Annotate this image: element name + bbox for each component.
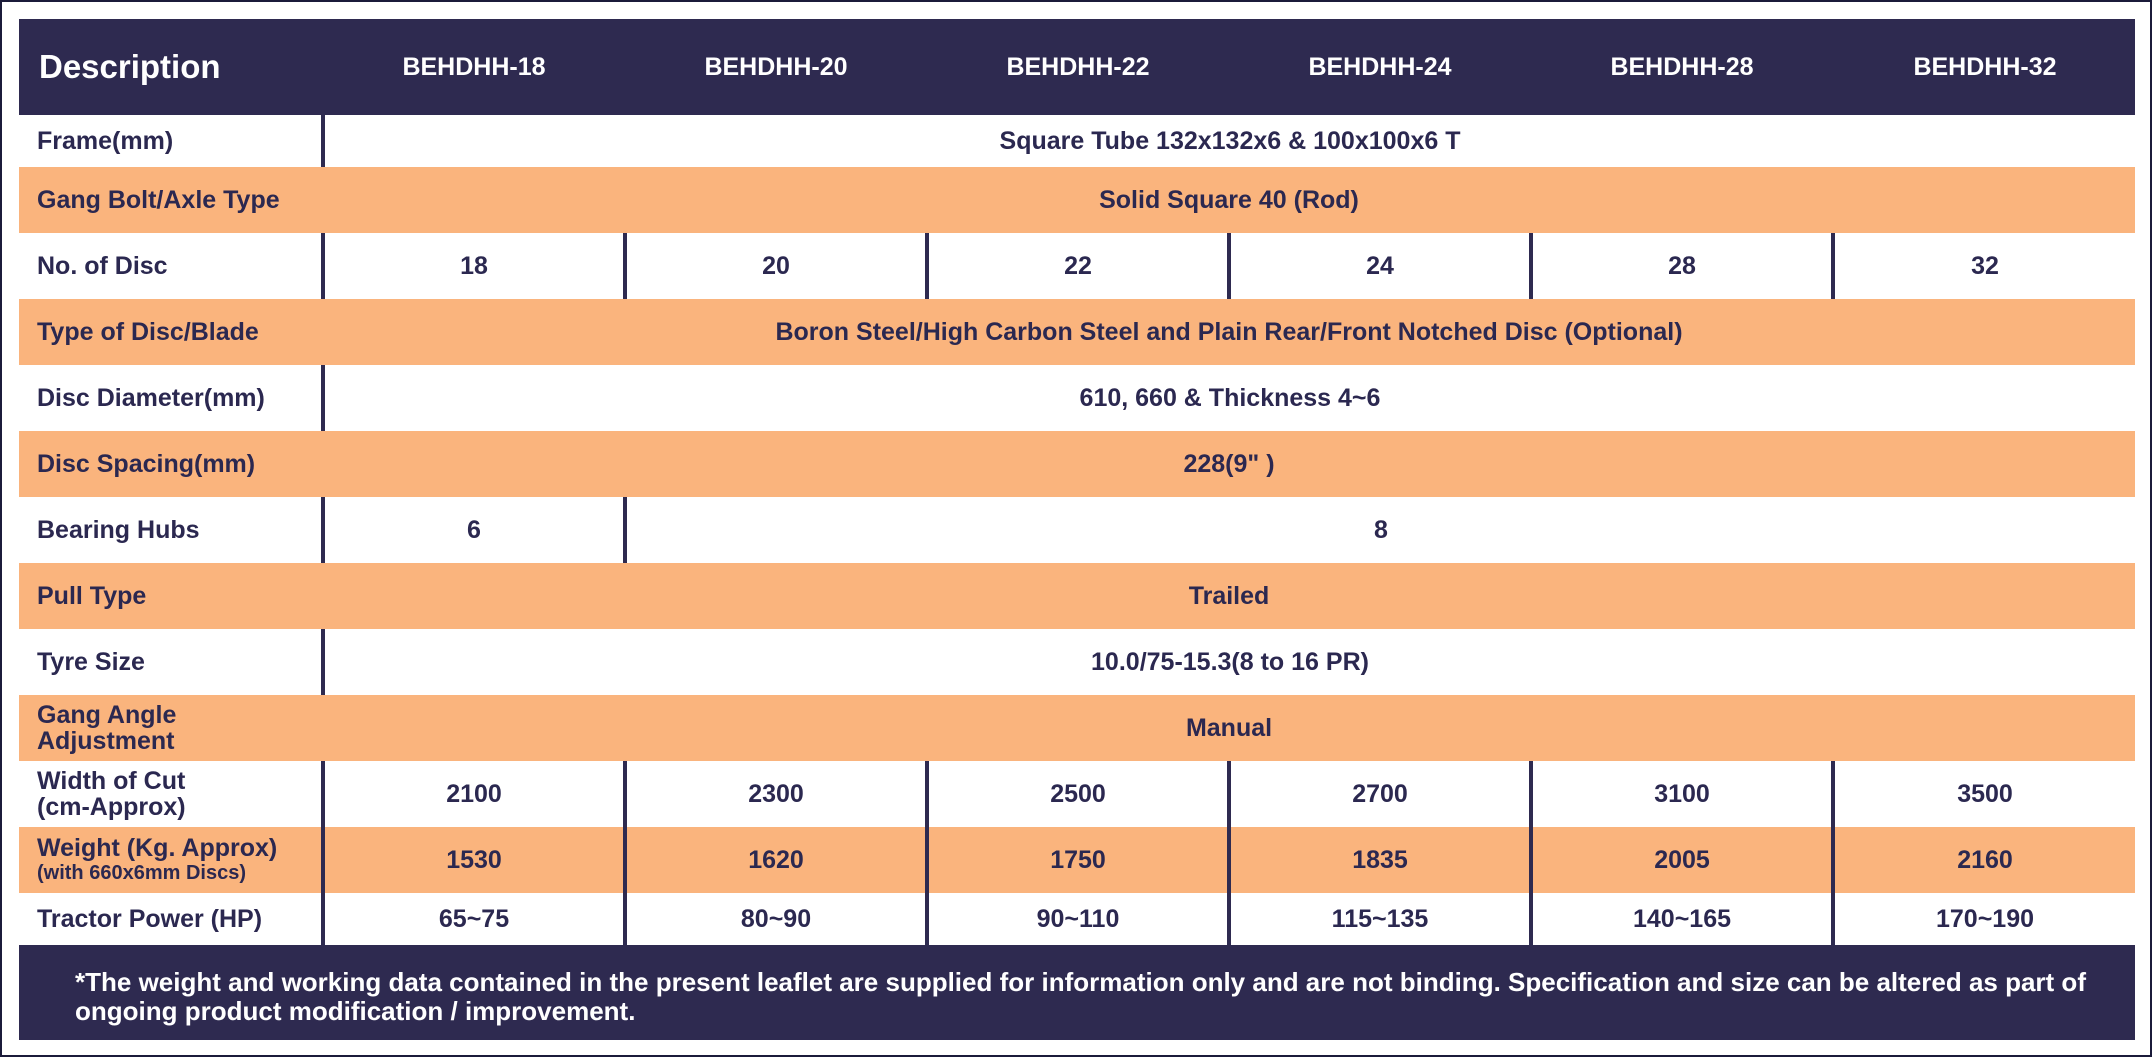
row-label-line: Adjustment — [37, 727, 175, 755]
row-label: Gang Bolt/Axle Type — [19, 167, 323, 233]
row-cell: 2700 — [1229, 761, 1531, 827]
header-model: BEHDHH-28 — [1531, 19, 1833, 115]
row-cell: 1530 — [323, 827, 625, 893]
row-cell: 24 — [1229, 233, 1531, 299]
row-width-of-cut — [19, 761, 2135, 827]
row-disc-type — [19, 299, 2135, 365]
row-gang-bolt — [19, 167, 2135, 233]
row-cell: 1750 — [927, 827, 1229, 893]
row-label — [19, 695, 323, 761]
row-label: Disc Diameter(mm) — [19, 365, 323, 431]
row-value: Boron Steel/High Carbon Steel and Plain Rear/Front Notched Disc (Optional) — [323, 299, 2135, 365]
row-disc-diameter — [19, 365, 2135, 431]
row-cell: 3100 — [1531, 761, 1833, 827]
row-cell: 2500 — [927, 761, 1229, 827]
row-value: 228(9" ) — [323, 431, 2135, 497]
row-label: Disc Spacing(mm) — [19, 431, 323, 497]
row-label-line: Width of Cut — [37, 767, 186, 795]
header-model: BEHDHH-24 — [1229, 19, 1531, 115]
row-cell: 8 — [625, 497, 2135, 563]
row-cell: 6 — [323, 497, 625, 563]
row-pull-type — [19, 563, 2135, 629]
row-cell: 90~110 — [927, 893, 1229, 945]
row-cell: 115~135 — [1229, 893, 1531, 945]
header-row — [19, 19, 2135, 115]
row-value: 610, 660 & Thickness 4~6 — [323, 365, 2135, 431]
row-bearing-hubs — [19, 497, 2135, 563]
row-tractor-power — [19, 893, 2135, 945]
row-label: Bearing Hubs — [19, 497, 323, 563]
header-model: BEHDHH-18 — [323, 19, 625, 115]
row-value: Trailed — [323, 563, 2135, 629]
spec-sheet — [19, 19, 2135, 1040]
header-model: BEHDHH-20 — [625, 19, 927, 115]
row-cell: 2160 — [1833, 827, 2135, 893]
row-cell: 1835 — [1229, 827, 1531, 893]
spec-table — [19, 19, 2135, 945]
row-value: 10.0/75-15.3(8 to 16 PR) — [323, 629, 2135, 695]
row-label-line: (cm-Approx) — [37, 793, 186, 821]
row-label: Type of Disc/Blade — [19, 299, 323, 365]
row-label: Tyre Size — [19, 629, 323, 695]
row-cell: 65~75 — [323, 893, 625, 945]
row-cell: 28 — [1531, 233, 1833, 299]
row-cell: 2300 — [625, 761, 927, 827]
row-value: Manual — [323, 695, 2135, 761]
row-cell: 20 — [625, 233, 927, 299]
row-cell: 140~165 — [1531, 893, 1833, 945]
footer-note: *The weight and working data contained in the present leaflet are supplied for information only and are not binding. Specification and size can be altered as part of ongoing product modification / improvement. — [19, 953, 2135, 1040]
row-label: Tractor Power (HP) — [19, 893, 323, 945]
row-label-line: Weight (Kg. Approx) — [37, 834, 278, 862]
row-cell: 2005 — [1531, 827, 1833, 893]
row-cell: 1620 — [625, 827, 927, 893]
row-cell: 22 — [927, 233, 1229, 299]
header-model: BEHDHH-32 — [1833, 19, 2135, 115]
row-no-of-disc — [19, 233, 2135, 299]
row-cell: 80~90 — [625, 893, 927, 945]
row-label: Pull Type — [19, 563, 323, 629]
row-frame — [19, 115, 2135, 167]
row-cell: 170~190 — [1833, 893, 2135, 945]
row-weight — [19, 827, 2135, 893]
row-cell: 3500 — [1833, 761, 2135, 827]
row-tyre-size — [19, 629, 2135, 695]
row-label-line: Gang Angle — [37, 701, 177, 729]
row-disc-spacing — [19, 431, 2135, 497]
row-value: Solid Square 40 (Rod) — [323, 167, 2135, 233]
row-label — [19, 827, 323, 893]
row-cell: 18 — [323, 233, 625, 299]
header-description: Description — [19, 19, 323, 115]
row-label: No. of Disc — [19, 233, 323, 299]
header-model: BEHDHH-22 — [927, 19, 1229, 115]
row-gang-angle — [19, 695, 2135, 761]
row-cell: 2100 — [323, 761, 625, 827]
row-cell: 32 — [1833, 233, 2135, 299]
row-label: Frame(mm) — [19, 115, 323, 167]
row-label — [19, 761, 323, 827]
row-value: Square Tube 132x132x6 & 100x100x6 T — [323, 115, 2135, 167]
row-label-subline: (with 660x6mm Discs) — [37, 862, 246, 884]
